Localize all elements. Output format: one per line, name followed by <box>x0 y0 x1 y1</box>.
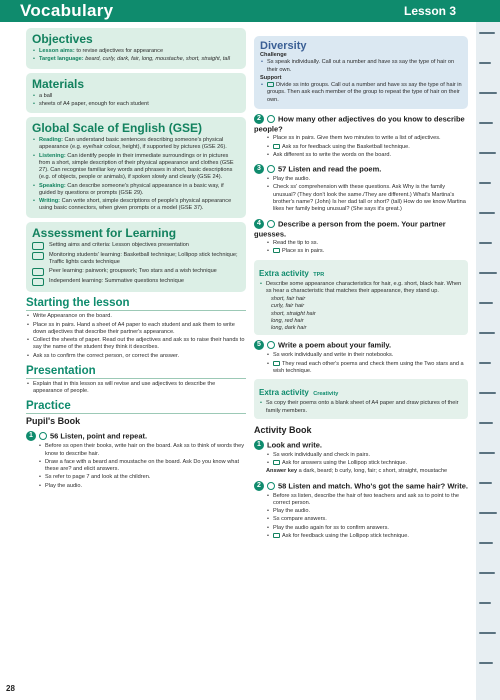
challenge-text: • Ss speak individually. Call out a number and have ss say the type of hair on their own. <box>260 59 462 74</box>
ex2-title: 2 How many other adjectives do you know to describe people? <box>254 114 465 134</box>
pb-ex1-title: 1 56 Listen, point and repeat. <box>26 431 246 441</box>
material-item: • sheets of A4 paper, enough for each student <box>32 101 240 108</box>
ab-ex2-title: 2 58 Listen and match. Who's got the same hair? Write. <box>254 481 468 491</box>
ab-ex1-item: • Ask for answers using the Lollipop stick technique. <box>266 460 468 467</box>
pb-ex1-item: • Play the audio. <box>38 483 246 490</box>
speaking-icon <box>267 115 275 123</box>
diversity-heading: Diversity <box>260 40 307 52</box>
left-column <box>26 28 246 678</box>
starting-item: • Write Appearance on the board. <box>26 313 246 320</box>
audio-icon <box>267 165 275 173</box>
extra-activity-creativity <box>254 379 468 419</box>
answer-key: Answer key a dark, beard; b curly, long, fair; c short, straight, moustache <box>266 468 448 475</box>
objectives-box <box>26 28 246 69</box>
hair-example: short, fair hair <box>271 296 306 303</box>
material-item: • a ball <box>32 93 240 100</box>
pb-ex1-item: • Before ss open their books, write hair on the board. Ask ss to think of words they know to describe hair. <box>38 443 246 458</box>
lollipop-icon <box>273 533 280 538</box>
extra-activity-text: • Describe some appearance characteristics for hair, e.g. short, black hair. When ss hear a characteristic that matches their appearance, they stand up. <box>259 281 463 296</box>
ab-ex2-item: • Before ss listen, describe the hair of two teachers and ask ss to point to the correct person. <box>266 493 468 508</box>
assessment-box <box>26 222 246 293</box>
ex3-title: 3 57 Listen and read the poem. <box>254 164 468 174</box>
audio-icon <box>39 432 47 440</box>
challenge-label: Challenge <box>260 52 287 58</box>
objectives-heading: Objectives <box>32 32 93 46</box>
pairs-icon <box>273 248 280 253</box>
assessment-heading: Assessment for Learning <box>32 225 177 240</box>
gse-reading: • Reading: Can understand basic sentences describing someone's physical appearance (e.g. eye/hair colour, height), if supported by pictures (GSE 26). <box>32 137 240 152</box>
extra-activity-text: • Ss copy their poems onto a blank sheet of A4 paper and draw pictures of their family members. <box>259 400 463 415</box>
support-text: • Divide ss into groups. Call out a number and have ss say the type of hair in groups. Then ask each member of the group to repeat the type of hair on their own. <box>260 82 462 104</box>
assessment-item: Peer learning: pairwork; groupwork; Two stars and a wish technique <box>32 268 240 276</box>
presentation-heading: Presentation <box>26 365 246 379</box>
extra-activity-tag: Creativity <box>313 391 339 398</box>
objective-target: • Target language: beard, curly, dark, fair, long, moustache, short, straight, tall <box>32 56 240 63</box>
extra-activity-heading: Extra activity <box>259 388 309 398</box>
presentation-item: • Explain that in this lesson ss will revise and use adjectives to describe the appearance of people. <box>26 381 246 396</box>
ex4-item: • Place ss in pairs. <box>266 248 468 255</box>
margin-strip <box>476 22 500 700</box>
materials-box <box>26 73 246 114</box>
target-icon <box>32 242 44 250</box>
ex3-item: • Play the audio. <box>266 176 468 183</box>
ex2-item: • Ask ss for feedback using the Basketball technique. <box>266 144 468 151</box>
basketball-icon <box>273 144 280 149</box>
ex4-item: • Read the tip to ss. <box>266 240 468 247</box>
peers-icon <box>32 268 44 276</box>
audio-icon <box>267 482 275 490</box>
peer-icon <box>273 361 280 366</box>
ex5-title: 5 Write a poem about your family. <box>254 340 468 350</box>
write-icon <box>267 341 275 349</box>
hair-example: long, red hair <box>271 317 304 324</box>
extra-activity-tag: TPR <box>313 271 325 278</box>
ab-ex2-item: • Play the audio again for ss to confirm answers. <box>266 525 468 532</box>
gse-listening: • Listening: Can identify people in their immediate surroundings or in pictures from a short, simple description of their physical appearance and clothes (GSE 27). Can recognise familiar key words and phrases in short, basic descriptions (e.g. of objects, people or animals), if spoken slowly and clearly (GSE 24). <box>32 153 240 182</box>
extra-activity-heading: Extra activity <box>259 268 309 278</box>
ex5-item: • Ss work individually and write in their notebooks. <box>266 352 468 359</box>
assessment-item: Setting aims and criteria: Lesson objectives presentation <box>32 242 240 250</box>
groups-icon <box>267 82 274 87</box>
lollipop-icon <box>273 460 280 465</box>
hair-example: curly, fair hair <box>271 303 305 310</box>
materials-heading: Materials <box>32 76 85 91</box>
starting-item: • Place ss in pairs. Hand a sheet of A4 paper to each student and ask them to write down adjectives that describe their partner's appearance. <box>26 322 246 337</box>
ex5-item: • They read each other's poems and check them using the Two stars and a wish technique. <box>266 361 468 376</box>
ex2-item: • Ask different ss to write the words on the board. <box>266 152 468 159</box>
gse-heading: Global Scale of English (GSE) <box>32 121 203 136</box>
diversity-box <box>254 36 468 109</box>
right-column <box>254 36 468 676</box>
ab-ex2-item: • Ask for feedback using the Lollipop stick technique. <box>266 533 468 540</box>
activity-book-heading: Activity Book <box>254 424 312 435</box>
extra-activity-tpr <box>254 260 468 336</box>
ab-ex2-item: • Ss compare answers. <box>266 516 468 523</box>
extra-activity-list <box>259 296 463 332</box>
starting-heading: Starting the lesson <box>26 297 246 311</box>
gse-speaking: • Speaking: Can describe someone's physical appearance in a basic way, if guided by questions or prompts (GSE 29). <box>32 183 240 198</box>
header-bar <box>0 0 500 22</box>
ab-ex1-title: 1 Look and write. <box>254 440 468 450</box>
assessment-item: Monitoring students' learning: Basketball technique; Lollipop stick technique; Traffic lights cards technique <box>32 252 240 267</box>
objective-aims: • Lesson aims: to revise adjectives for appearance <box>32 48 240 55</box>
ab-ex2-item: • Play the audio. <box>266 508 468 515</box>
hair-example: short, straight hair <box>271 310 316 317</box>
starting-item: • Ask ss to confirm the correct person, or correct the answer. <box>26 353 246 360</box>
pb-ex1-item: • Ss refer to page 7 and look at the children. <box>38 474 246 481</box>
speech-bubble-icon <box>267 220 275 228</box>
practice-heading: Practice <box>26 400 246 414</box>
page-title: Vocabulary <box>20 1 114 20</box>
pupils-book-heading: Pupil's Book <box>26 416 81 427</box>
gse-writing: • Writing: Can write short, simple descriptions of people's physical appearance using basic connectors, when given prompts or a model (GSE 37). <box>32 198 240 213</box>
ex4-title: 4 Describe a person from the poem. Your partner guesses. <box>254 219 446 239</box>
starting-item: • Collect the sheets of paper. Read out the adjectives and ask ss to raise their hands to say the name of the student they think it describes. <box>26 337 246 352</box>
independent-icon <box>32 278 44 286</box>
hair-example: long, dark hair <box>271 325 307 332</box>
pb-ex1-item: • Draw a face with a beard and moustache on the board. Ask Do you know what these are? and elicit answers. <box>38 459 246 474</box>
ab-ex1-item: • Ss work individually and check in pairs. <box>266 452 468 459</box>
page-number: 28 <box>6 684 15 693</box>
support-label: Support <box>260 74 282 81</box>
assessment-item: Independent learning: Summative questions technique <box>32 278 240 286</box>
gse-box <box>26 117 246 218</box>
lesson-label: Lesson 3 <box>404 4 457 18</box>
ex3-item: • Check ss' comprehension with these questions. Ask Why is the family unusual? (They don't look the same./They are different.) What's Martina's brother's name? (John) Is her dad tall or short? (tall) How do we know Martina likes her family being unusual? (She says it's great.) <box>266 184 468 213</box>
monitor-icon <box>32 252 44 260</box>
ex2-item: • Place ss in pairs. Give them two minutes to write a list of adjectives. <box>266 135 468 142</box>
